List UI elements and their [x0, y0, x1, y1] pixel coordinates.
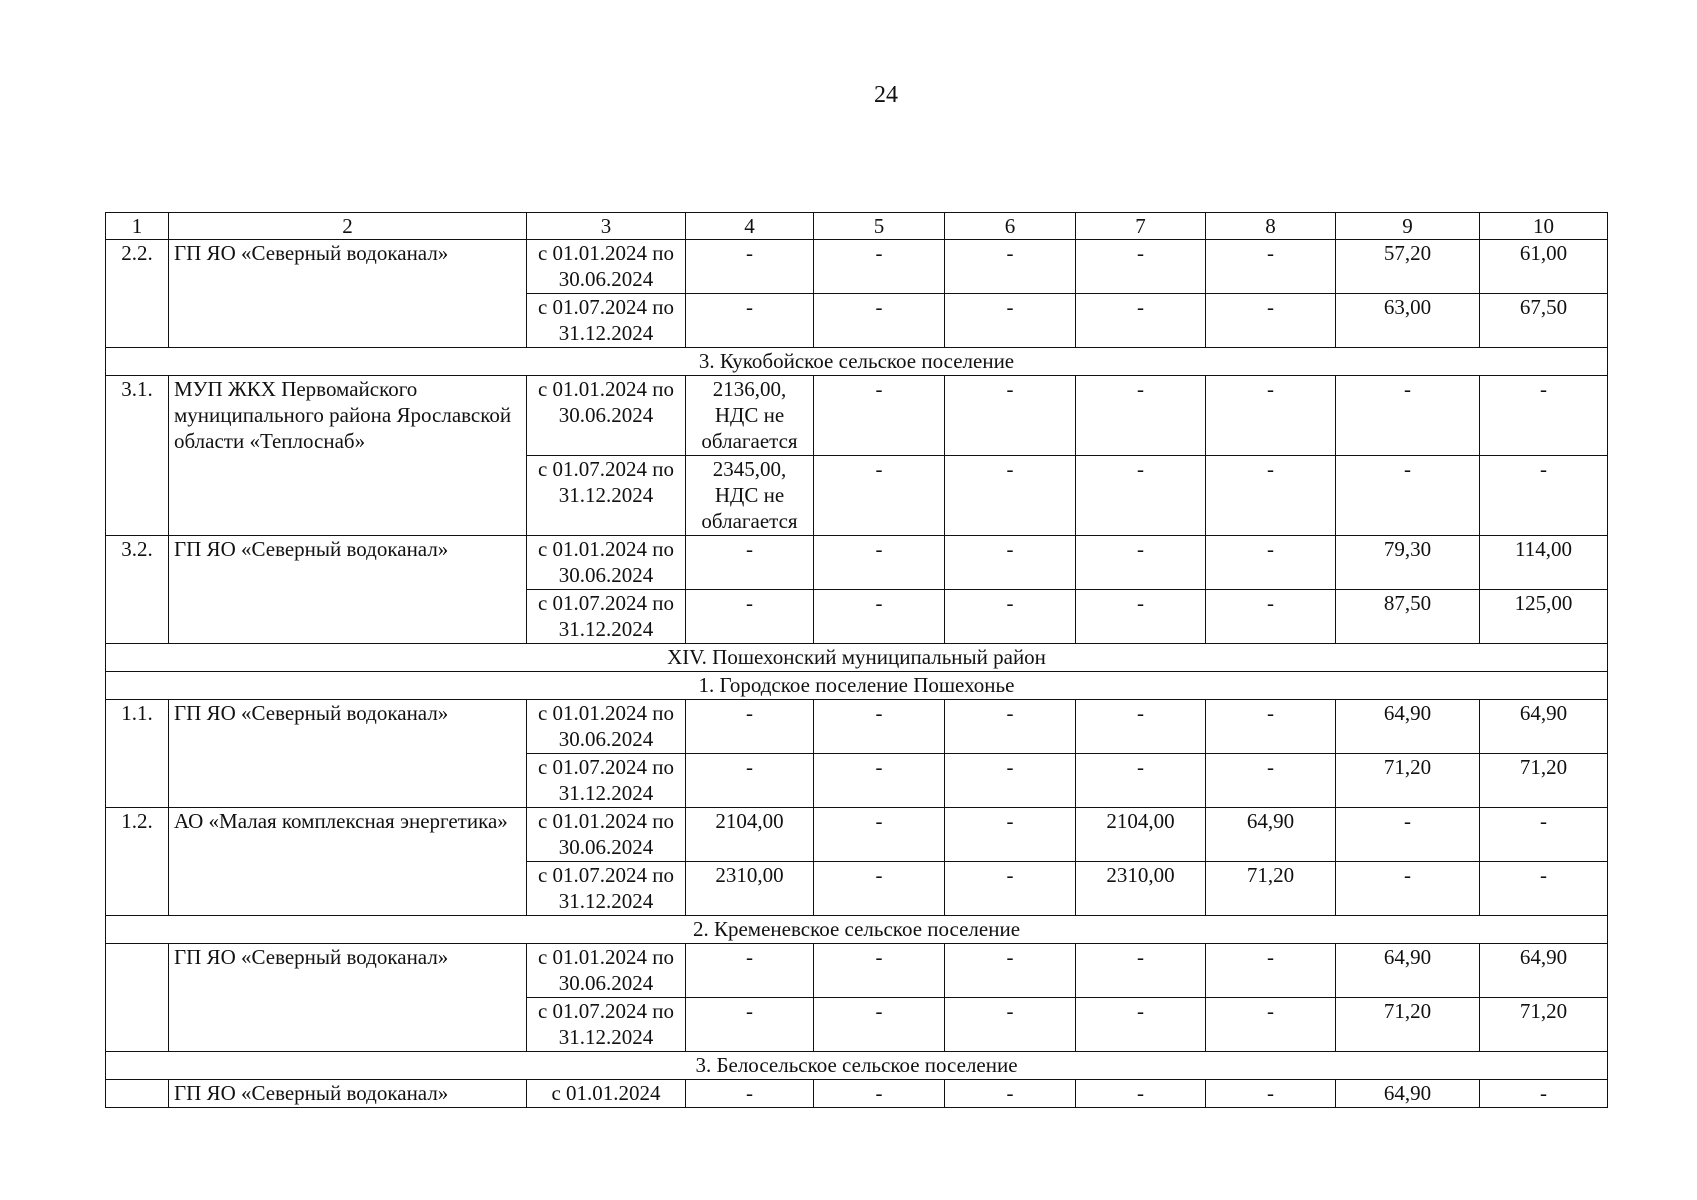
- period: с 01.07.2024 по 31.12.2024: [527, 862, 686, 916]
- cell-col-6: -: [945, 240, 1076, 294]
- organization-name: ГП ЯО «Северный водоканал»: [169, 700, 527, 808]
- header-col-7: 7: [1076, 213, 1206, 240]
- cell-col-5: -: [814, 808, 945, 862]
- cell-col-9: -: [1336, 808, 1480, 862]
- period: с 01.01.2024 по 30.06.2024: [527, 536, 686, 590]
- row-number: [106, 944, 169, 1052]
- cell-col-8: -: [1206, 590, 1336, 644]
- cell-col-9: 64,90: [1336, 1080, 1480, 1108]
- cell-col-6: -: [945, 376, 1076, 456]
- cell-col-6: -: [945, 536, 1076, 590]
- row-number: 3.2.: [106, 536, 169, 644]
- organization-name: ГП ЯО «Северный водоканал»: [169, 536, 527, 644]
- cell-col-4: -: [686, 294, 814, 348]
- cell-col-6: -: [945, 754, 1076, 808]
- row-number: [106, 1080, 169, 1108]
- cell-col-7: -: [1076, 294, 1206, 348]
- cell-col-4: 2345,00, НДС не облагается: [686, 456, 814, 536]
- cell-col-10: -: [1480, 1080, 1608, 1108]
- table-row: [106, 240, 1608, 294]
- cell-col-10: -: [1480, 376, 1608, 456]
- cell-col-4: -: [686, 590, 814, 644]
- cell-col-6: -: [945, 944, 1076, 998]
- cell-col-8: -: [1206, 1080, 1336, 1108]
- cell-col-9: 79,30: [1336, 536, 1480, 590]
- row-number: 2.2.: [106, 240, 169, 348]
- cell-col-9: 71,20: [1336, 998, 1480, 1052]
- organization-name: ГП ЯО «Северный водоканал»: [169, 1080, 527, 1108]
- cell-col-6: -: [945, 700, 1076, 754]
- cell-col-7: -: [1076, 998, 1206, 1052]
- table-row: [106, 1080, 1608, 1108]
- cell-col-8: -: [1206, 998, 1336, 1052]
- table-row: [106, 944, 1608, 998]
- cell-col-9: 64,90: [1336, 944, 1480, 998]
- cell-col-5: -: [814, 1080, 945, 1108]
- section-title: 3. Белосельское сельское поселение: [106, 1052, 1608, 1080]
- header-col-4: 4: [686, 213, 814, 240]
- cell-col-4: 2136,00, НДС не облагается: [686, 376, 814, 456]
- cell-col-4: -: [686, 536, 814, 590]
- cell-col-4: 2310,00: [686, 862, 814, 916]
- cell-col-8: 71,20: [1206, 862, 1336, 916]
- cell-col-7: -: [1076, 754, 1206, 808]
- cell-col-6: -: [945, 1080, 1076, 1108]
- cell-col-8: -: [1206, 754, 1336, 808]
- period: с 01.07.2024 по 31.12.2024: [527, 456, 686, 536]
- organization-name: МУП ЖКХ Первомайского муниципального района Ярославской области «Теплоснаб»: [169, 376, 527, 536]
- cell-col-8: -: [1206, 294, 1336, 348]
- cell-col-10: 125,00: [1480, 590, 1608, 644]
- cell-col-10: -: [1480, 808, 1608, 862]
- cell-col-6: -: [945, 590, 1076, 644]
- period: с 01.01.2024: [527, 1080, 686, 1108]
- header-col-9: 9: [1336, 213, 1480, 240]
- period: с 01.01.2024 по 30.06.2024: [527, 376, 686, 456]
- cell-col-10: -: [1480, 862, 1608, 916]
- cell-col-5: -: [814, 294, 945, 348]
- header-col-8: 8: [1206, 213, 1336, 240]
- cell-col-5: -: [814, 590, 945, 644]
- cell-col-6: -: [945, 998, 1076, 1052]
- cell-col-8: -: [1206, 536, 1336, 590]
- cell-col-5: -: [814, 754, 945, 808]
- cell-col-10: 67,50: [1480, 294, 1608, 348]
- cell-col-7: 2310,00: [1076, 862, 1206, 916]
- cell-col-4: 2104,00: [686, 808, 814, 862]
- cell-col-5: -: [814, 998, 945, 1052]
- organization-name: ГП ЯО «Северный водоканал»: [169, 240, 527, 348]
- period: с 01.07.2024 по 31.12.2024: [527, 754, 686, 808]
- cell-col-6: -: [945, 456, 1076, 536]
- row-number: 1.2.: [106, 808, 169, 916]
- cell-col-8: -: [1206, 944, 1336, 998]
- section-title: XIV. Пошехонский муниципальный район: [106, 644, 1608, 672]
- cell-col-10: 61,00: [1480, 240, 1608, 294]
- cell-col-5: -: [814, 944, 945, 998]
- section-title: 3. Кукобойское сельское поселение: [106, 348, 1608, 376]
- cell-col-4: -: [686, 1080, 814, 1108]
- cell-col-7: -: [1076, 240, 1206, 294]
- section-title: 2. Кременевское сельское поселение: [106, 916, 1608, 944]
- section-row: [106, 916, 1608, 944]
- section-row: [106, 644, 1608, 672]
- cell-col-9: 64,90: [1336, 700, 1480, 754]
- header-col-6: 6: [945, 213, 1076, 240]
- table-row: [106, 700, 1608, 754]
- cell-col-10: 114,00: [1480, 536, 1608, 590]
- header-col-2: 2: [169, 213, 527, 240]
- cell-col-9: -: [1336, 862, 1480, 916]
- cell-col-4: -: [686, 998, 814, 1052]
- header-col-1: 1: [106, 213, 169, 240]
- tariff-table: [105, 212, 1608, 1108]
- cell-col-9: 71,20: [1336, 754, 1480, 808]
- cell-col-7: -: [1076, 1080, 1206, 1108]
- cell-col-7: -: [1076, 456, 1206, 536]
- header-col-3: 3: [527, 213, 686, 240]
- cell-col-10: 64,90: [1480, 700, 1608, 754]
- period: с 01.01.2024 по 30.06.2024: [527, 240, 686, 294]
- organization-name: ГП ЯО «Северный водоканал»: [169, 944, 527, 1052]
- column-number-header: [106, 213, 1608, 240]
- period: с 01.07.2024 по 31.12.2024: [527, 998, 686, 1052]
- cell-col-8: -: [1206, 456, 1336, 536]
- page-number: 24: [874, 82, 898, 108]
- section-title: 1. Городское поселение Пошехонье: [106, 672, 1608, 700]
- cell-col-10: 71,20: [1480, 754, 1608, 808]
- cell-col-10: 71,20: [1480, 998, 1608, 1052]
- cell-col-6: -: [945, 294, 1076, 348]
- organization-name: АО «Малая комплексная энергетика»: [169, 808, 527, 916]
- table-row: [106, 808, 1608, 862]
- cell-col-9: -: [1336, 456, 1480, 536]
- cell-col-7: -: [1076, 590, 1206, 644]
- cell-col-9: 87,50: [1336, 590, 1480, 644]
- cell-col-7: -: [1076, 700, 1206, 754]
- cell-col-8: -: [1206, 376, 1336, 456]
- cell-col-8: 64,90: [1206, 808, 1336, 862]
- period: с 01.01.2024 по 30.06.2024: [527, 944, 686, 998]
- row-number: 1.1.: [106, 700, 169, 808]
- cell-col-8: -: [1206, 700, 1336, 754]
- cell-col-7: -: [1076, 536, 1206, 590]
- table-row: [106, 536, 1608, 590]
- period: с 01.07.2024 по 31.12.2024: [527, 590, 686, 644]
- cell-col-5: -: [814, 536, 945, 590]
- cell-col-7: 2104,00: [1076, 808, 1206, 862]
- cell-col-10: 64,90: [1480, 944, 1608, 998]
- cell-col-5: -: [814, 700, 945, 754]
- cell-col-7: -: [1076, 376, 1206, 456]
- cell-col-9: 63,00: [1336, 294, 1480, 348]
- header-col-10: 10: [1480, 213, 1608, 240]
- section-row: [106, 348, 1608, 376]
- cell-col-5: -: [814, 862, 945, 916]
- cell-col-9: -: [1336, 376, 1480, 456]
- cell-col-4: -: [686, 754, 814, 808]
- table-row: [106, 376, 1608, 456]
- period: с 01.01.2024 по 30.06.2024: [527, 808, 686, 862]
- row-number: 3.1.: [106, 376, 169, 536]
- cell-col-8: -: [1206, 240, 1336, 294]
- section-row: [106, 672, 1608, 700]
- cell-col-4: -: [686, 944, 814, 998]
- cell-col-10: -: [1480, 456, 1608, 536]
- period: с 01.01.2024 по 30.06.2024: [527, 700, 686, 754]
- cell-col-5: -: [814, 376, 945, 456]
- section-row: [106, 1052, 1608, 1080]
- cell-col-6: -: [945, 808, 1076, 862]
- period: с 01.07.2024 по 31.12.2024: [527, 294, 686, 348]
- cell-col-4: -: [686, 700, 814, 754]
- cell-col-7: -: [1076, 944, 1206, 998]
- cell-col-4: -: [686, 240, 814, 294]
- cell-col-9: 57,20: [1336, 240, 1480, 294]
- header-col-5: 5: [814, 213, 945, 240]
- cell-col-6: -: [945, 862, 1076, 916]
- cell-col-5: -: [814, 240, 945, 294]
- cell-col-5: -: [814, 456, 945, 536]
